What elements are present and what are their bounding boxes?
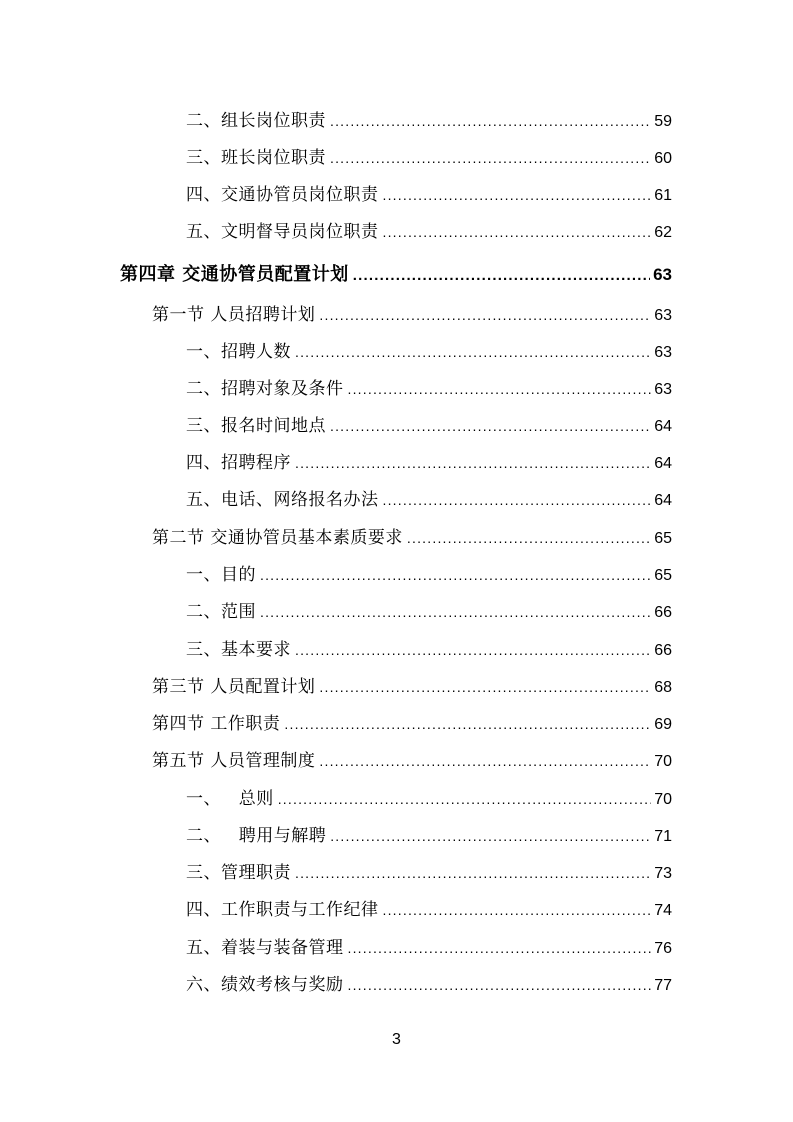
toc-entry-title: 第四节 工作职责 <box>152 714 281 734</box>
toc-entry[interactable] <box>186 599 672 625</box>
toc-leader-dots <box>278 786 651 812</box>
toc-leader-dots <box>284 711 651 737</box>
toc-leader-dots <box>295 339 651 365</box>
toc-leader-dots <box>407 525 651 551</box>
toc-entry-title: 二、 聘用与解聘 <box>186 826 327 846</box>
toc-entry-page: 63 <box>653 265 672 284</box>
toc-entry-page: 63 <box>654 307 672 324</box>
toc-entry-title: 第四章 交通协管员配置计划 <box>120 264 349 285</box>
toc-leader-dots <box>295 860 651 886</box>
toc-entry-page: 70 <box>654 791 672 808</box>
toc-entry[interactable] <box>186 972 672 998</box>
toc-leader-dots <box>330 108 651 134</box>
toc-section-entry[interactable] <box>152 748 672 774</box>
toc-entry[interactable] <box>186 823 672 849</box>
toc-leader-dots <box>383 219 652 245</box>
toc-entry-page: 64 <box>654 455 672 472</box>
toc-entry-title: 一、目的 <box>186 565 256 585</box>
toc-entry[interactable] <box>186 897 672 923</box>
page-number: 3 <box>392 1031 401 1048</box>
toc-entry-page: 70 <box>654 753 672 770</box>
toc-entry-title: 五、电话、网络报名办法 <box>186 490 379 510</box>
toc-entry[interactable] <box>186 487 672 513</box>
toc-entry-page: 64 <box>654 418 672 435</box>
toc-entry-page: 77 <box>654 977 672 994</box>
toc-entry[interactable] <box>186 860 672 886</box>
toc-entry-title: 四、工作职责与工作纪律 <box>186 900 379 920</box>
toc-entry-title: 第三节 人员配置计划 <box>152 677 316 697</box>
toc-entry[interactable] <box>186 339 672 365</box>
toc-entry[interactable] <box>186 145 672 171</box>
toc-entry-title: 四、招聘程序 <box>186 453 291 473</box>
toc-entry-title: 六、绩效考核与奖励 <box>186 975 344 995</box>
toc-entry-page: 68 <box>654 679 672 696</box>
toc-leader-dots <box>330 413 651 439</box>
toc-entry-page: 63 <box>654 344 672 361</box>
toc-entry-title: 二、组长岗位职责 <box>186 111 326 131</box>
toc-chapter-entry[interactable] <box>120 262 672 288</box>
toc-entry-page: 61 <box>654 187 672 204</box>
toc-entry-page: 65 <box>654 530 672 547</box>
toc-entry[interactable] <box>186 450 672 476</box>
toc-leader-dots <box>295 637 651 663</box>
toc-leader-dots <box>353 263 650 289</box>
toc-entry-page: 74 <box>654 902 672 919</box>
toc-entry-title: 第二节 交通协管员基本素质要求 <box>152 528 403 548</box>
toc-entry-title: 五、着装与装备管理 <box>186 938 344 958</box>
toc-entry[interactable] <box>186 376 672 402</box>
toc-section-entry[interactable] <box>152 302 672 328</box>
toc-entry[interactable] <box>186 108 672 134</box>
toc-leader-dots <box>330 145 651 171</box>
toc-entry-title: 三、管理职责 <box>186 863 291 883</box>
toc-entry-page: 65 <box>654 567 672 584</box>
toc-entry-page: 69 <box>654 716 672 733</box>
toc-entry-title: 三、报名时间地点 <box>186 416 326 436</box>
toc-entry-page: 60 <box>654 150 672 167</box>
toc-leader-dots <box>383 182 652 208</box>
toc-entry[interactable] <box>186 786 672 812</box>
toc-leader-dots <box>348 935 652 961</box>
toc-leader-dots <box>330 823 651 849</box>
toc-entry-page: 76 <box>654 940 672 957</box>
toc-entry[interactable] <box>186 935 672 961</box>
toc-entry-page: 62 <box>654 224 672 241</box>
toc-entry-page: 59 <box>654 113 672 130</box>
toc-entry[interactable] <box>186 413 672 439</box>
toc-leader-dots <box>319 674 651 700</box>
toc-entry-page: 66 <box>654 604 672 621</box>
toc-entry-page: 66 <box>654 642 672 659</box>
toc-leader-dots <box>260 562 651 588</box>
toc-leader-dots <box>348 376 652 402</box>
toc-entry[interactable] <box>186 562 672 588</box>
toc-leader-dots <box>319 302 651 328</box>
toc-entry-title: 二、招聘对象及条件 <box>186 379 344 399</box>
toc-entry-page: 71 <box>654 828 672 845</box>
toc-entry-title: 二、范围 <box>186 602 256 622</box>
toc-entry[interactable] <box>186 182 672 208</box>
toc-section-entry[interactable] <box>152 525 672 551</box>
toc-entry-title: 第一节 人员招聘计划 <box>152 305 316 325</box>
toc-entry-title: 第五节 人员管理制度 <box>152 751 316 771</box>
toc-entry-page: 64 <box>654 492 672 509</box>
toc-entry-page: 63 <box>654 381 672 398</box>
toc-entry[interactable] <box>186 219 672 245</box>
toc-leader-dots <box>319 748 651 774</box>
toc-entry-title: 三、班长岗位职责 <box>186 148 326 168</box>
toc-entry-title: 四、交通协管员岗位职责 <box>186 185 379 205</box>
toc-leader-dots <box>348 972 652 998</box>
toc-section-entry[interactable] <box>152 674 672 700</box>
toc-entry[interactable] <box>186 637 672 663</box>
toc-leader-dots <box>383 897 652 923</box>
toc-entry-page: 73 <box>654 865 672 882</box>
toc-entry-title: 一、招聘人数 <box>186 342 291 362</box>
toc-entry-title: 三、基本要求 <box>186 640 291 660</box>
toc-entry-title: 五、文明督导员岗位职责 <box>186 222 379 242</box>
toc-leader-dots <box>383 487 652 513</box>
toc-leader-dots <box>260 599 651 625</box>
toc-section-entry[interactable] <box>152 711 672 737</box>
toc-entry-title: 一、 总则 <box>186 789 274 809</box>
toc-leader-dots <box>295 450 651 476</box>
